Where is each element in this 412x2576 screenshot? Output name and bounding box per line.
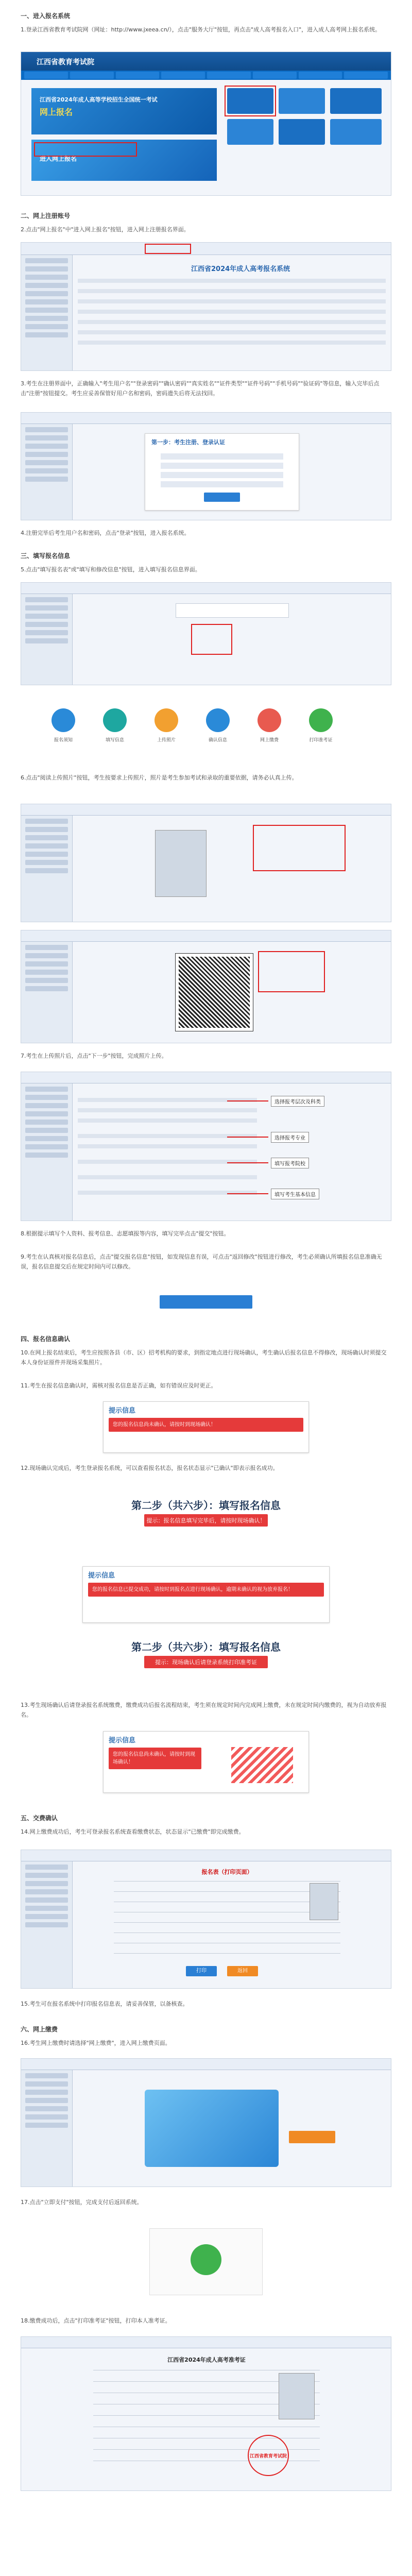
tip-popup-2 xyxy=(82,1566,330,1623)
popup-title: 提示信息 xyxy=(109,1407,136,1415)
paragraph: 13.考生现场确认后请登录报名系统缴费，缴费成功后报名流程结束，考生须在规定时间内完成网上缴费，未在规定时间内缴费的，视为自动放弃报名。 xyxy=(21,1702,387,1718)
nav-item[interactable] xyxy=(161,72,205,79)
tip-popup-3 xyxy=(103,1731,309,1793)
paragraph: 3.考生在注册界面中，正确输入"考生用户名""登录密码""确认密码""真实姓名""证件类型""证件号码""手机号码""验证码"等信息，输入完毕后点击"注册"按钮提交。考生应妥善保管好用户名和密码，密码遗失后将无法找回。 xyxy=(21,380,380,397)
callout-label: 选择报考专业 xyxy=(271,1132,309,1143)
success-icon xyxy=(191,2244,221,2275)
photo xyxy=(279,2373,315,2419)
decorative-graphic xyxy=(231,1747,293,1783)
section-heading-2: 二、网上注册账号 xyxy=(21,212,71,219)
paragraph: 6.点击"阅读上传照片"按钮，考生按要求上传照片，照片是考生参加考试和录取的重要依据，请务必认真上传。 xyxy=(21,774,298,781)
paragraph: 8.根据提示填写个人资料、报考信息、志愿填报等内容，填写完毕点击"提交"按钮。 xyxy=(21,1230,230,1237)
info-box xyxy=(176,603,289,618)
step-icon[interactable] xyxy=(258,708,281,732)
button-strip xyxy=(21,1288,391,1319)
step-label: 网上缴费 xyxy=(260,738,279,743)
screenshot-admission-ticket xyxy=(21,2336,391,2491)
portal-title: 江西省2024年成人高考报名系统 xyxy=(191,265,290,273)
banner-sub: 网上报名 xyxy=(40,107,73,117)
payment-graphic xyxy=(145,2090,279,2167)
nav-bar[interactable] xyxy=(21,71,391,80)
tile[interactable] xyxy=(330,88,382,114)
confirm-box xyxy=(149,2228,263,2295)
banner[interactable] xyxy=(31,88,217,134)
section-heading-5: 五、交费确认 xyxy=(21,1815,58,1822)
highlight-box xyxy=(191,624,232,655)
paragraph: 1.登录江西省教育考试院网（网址：http://www.jxeea.cn/），点击"服务大厅"按钮，再点击"成人高考报名入口"，进入成人高考网上报名系统。 xyxy=(21,26,381,33)
paragraph: 9.考生在认真核对报名信息后，点击"提交报名信息"按钮，如发现信息有误，可点击"返回修改"按钮进行修改，考生必须确认所填报名信息准确无误，报名信息提交后在规定时间内可以修改。 xyxy=(21,1253,382,1270)
entry-label: 进入网上报名 xyxy=(40,155,77,162)
screenshot-portal xyxy=(21,242,391,371)
screenshot-payment xyxy=(21,2058,391,2187)
nav-item[interactable] xyxy=(24,72,68,79)
section-heading-4: 四、报名信息确认 xyxy=(21,1335,71,1343)
step-label: 报名须知 xyxy=(54,738,73,743)
screenshot-form xyxy=(21,1072,391,1221)
paragraph: 12.现场确认完成后，考生登录报名系统，可以查看报名状态，报名状态显示"已确认"即表示报名成功。 xyxy=(21,1465,279,1471)
screenshot-qr xyxy=(21,930,391,1043)
popup-body: 您的报名信息尚未确认，请按时到现场确认！ xyxy=(109,1748,201,1769)
pay-button[interactable] xyxy=(289,2131,335,2143)
section-heading-6: 六、网上缴费 xyxy=(21,2026,58,2033)
nav-item[interactable] xyxy=(116,72,160,79)
payment-confirm xyxy=(21,2218,391,2306)
step-label: 上传照片 xyxy=(157,738,176,743)
paragraph: 15.考生可在报名系统中打印报名信息表，请妥善保管，以备核查。 xyxy=(21,2001,188,2007)
highlight-box xyxy=(34,142,137,157)
step-title: 第二步（共六步）：填写报名信息 xyxy=(131,1641,281,1653)
sidebar[interactable] xyxy=(21,255,73,370)
back-button[interactable]: 返回 xyxy=(227,1966,258,1976)
highlight-box xyxy=(225,86,276,116)
paragraph: 5.点击"填写报名表"或"填写和修改信息"按钮，进入填写报名信息界面。 xyxy=(21,566,201,573)
screenshot-steps xyxy=(21,582,391,685)
nav-item[interactable] xyxy=(207,72,251,79)
step-icons xyxy=(21,693,391,765)
popup-title: 提示信息 xyxy=(88,1572,115,1580)
site-name: 江西省教育考试院 xyxy=(37,58,94,66)
step-banner-2 xyxy=(82,1636,330,1682)
portal-header xyxy=(21,243,391,255)
step-label: 确认信息 xyxy=(208,738,227,743)
popup-body: 您的报名信息尚未确认，请按时到现场确认！ xyxy=(109,1418,303,1432)
official-stamp: 江西省教育考试院 xyxy=(248,2435,289,2476)
paragraph: 17.点击"立即支付"按钮，完成支付后返回系统。 xyxy=(21,2199,143,2206)
register-title: 第一步：考生注册、登录认证 xyxy=(151,439,225,446)
step-label: 填写信息 xyxy=(105,738,124,743)
paragraph: 10.在网上报名结束后，考生应按照各县（市、区）招考机构的要求，到指定地点进行现场确认，考生确认后报名信息不得修改，现场确认时须提交本人身份证原件并现场采集照片。 xyxy=(21,1349,387,1366)
print-button[interactable]: 打印 xyxy=(186,1966,217,1976)
section-heading-1: 一、进入报名系统 xyxy=(21,12,71,20)
site-header xyxy=(21,52,391,71)
nav-item[interactable] xyxy=(299,72,342,79)
banner-title: 江西省2024年成人高等学校招生全国统一考试 xyxy=(40,96,158,103)
step-icon[interactable] xyxy=(103,708,127,732)
tile[interactable] xyxy=(279,119,325,145)
paragraph: 11.考生在报名信息确认时，需核对报名信息是否正确，如有错误应及时更正。 xyxy=(21,1382,217,1389)
step-icon[interactable] xyxy=(154,708,178,732)
step-sub: 提示：报名信息填写完毕后，请按时现场确认！ xyxy=(144,1514,268,1527)
paragraph: 7.考生在上传照片后，点击"下一步"按钮，完成照片上传。 xyxy=(21,1053,167,1059)
paragraph: 14.网上缴费成功后，考生可登录报名系统查看缴费状态，状态显示"已缴费"即完成缴费。 xyxy=(21,1828,245,1835)
highlight-box xyxy=(253,825,346,871)
paragraph: 2.点击"网上报名"中"进入网上报名"按钮，进入网上注册报名界面。 xyxy=(21,226,190,233)
register-dialog[interactable] xyxy=(145,433,299,511)
tile[interactable] xyxy=(227,119,273,145)
step-banner-1 xyxy=(103,1494,309,1540)
step-icon[interactable] xyxy=(52,708,75,732)
step-label: 打印准考证 xyxy=(309,738,333,743)
highlight-box xyxy=(258,951,325,992)
register-button[interactable] xyxy=(204,493,240,502)
step-title: 第二步（共六步）：填写报名信息 xyxy=(131,1499,281,1512)
photo xyxy=(310,1883,338,1920)
tile[interactable] xyxy=(279,88,325,114)
tile[interactable] xyxy=(330,119,382,145)
callout-label: 填写报考院校 xyxy=(271,1158,309,1168)
form-title: 报名表（打印页面） xyxy=(201,1869,253,1875)
step-icon[interactable] xyxy=(309,708,333,732)
highlight-box xyxy=(145,244,191,254)
step-sub: 提示：现场确认后请登录系统打印准考证 xyxy=(144,1656,268,1668)
screenshot-register xyxy=(21,412,391,520)
paragraph: 16.考生网上缴费时请选择"网上缴费"，进入网上缴费页面。 xyxy=(21,2040,171,2046)
ticket-title: 江西省2024年成人高考准考证 xyxy=(167,2357,246,2363)
screenshot-homepage xyxy=(21,52,391,196)
nav-item[interactable] xyxy=(344,72,388,79)
popup-body: 您的报名信息已提交成功，请按时到报名点进行现场确认，逾期未确认的视为放弃报名！ xyxy=(88,1583,324,1597)
paragraph: 4.注册完毕后考生用户名和密码，点击"登录"按钮，进入报名系统。 xyxy=(21,530,190,536)
tip-popup-1 xyxy=(103,1401,309,1453)
photo-placeholder[interactable] xyxy=(155,830,207,897)
paragraph: 18.缴费成功后，点击"打印准考证"按钮，打印本人准考证。 xyxy=(21,2317,171,2324)
qr-code[interactable] xyxy=(176,954,253,1031)
callout-label: 填写考生基本信息 xyxy=(271,1189,319,1199)
step-icon[interactable] xyxy=(206,708,230,732)
nav-item[interactable] xyxy=(253,72,297,79)
popup-title: 提示信息 xyxy=(109,1737,136,1744)
nav-item[interactable] xyxy=(70,72,114,79)
callout-label: 选择报考层次及科类 xyxy=(271,1096,324,1107)
screenshot-photo-upload xyxy=(21,804,391,922)
screenshot-print-form xyxy=(21,1850,391,1989)
section-heading-3: 三、填写报名信息 xyxy=(21,552,71,560)
submit-button[interactable] xyxy=(160,1295,252,1309)
